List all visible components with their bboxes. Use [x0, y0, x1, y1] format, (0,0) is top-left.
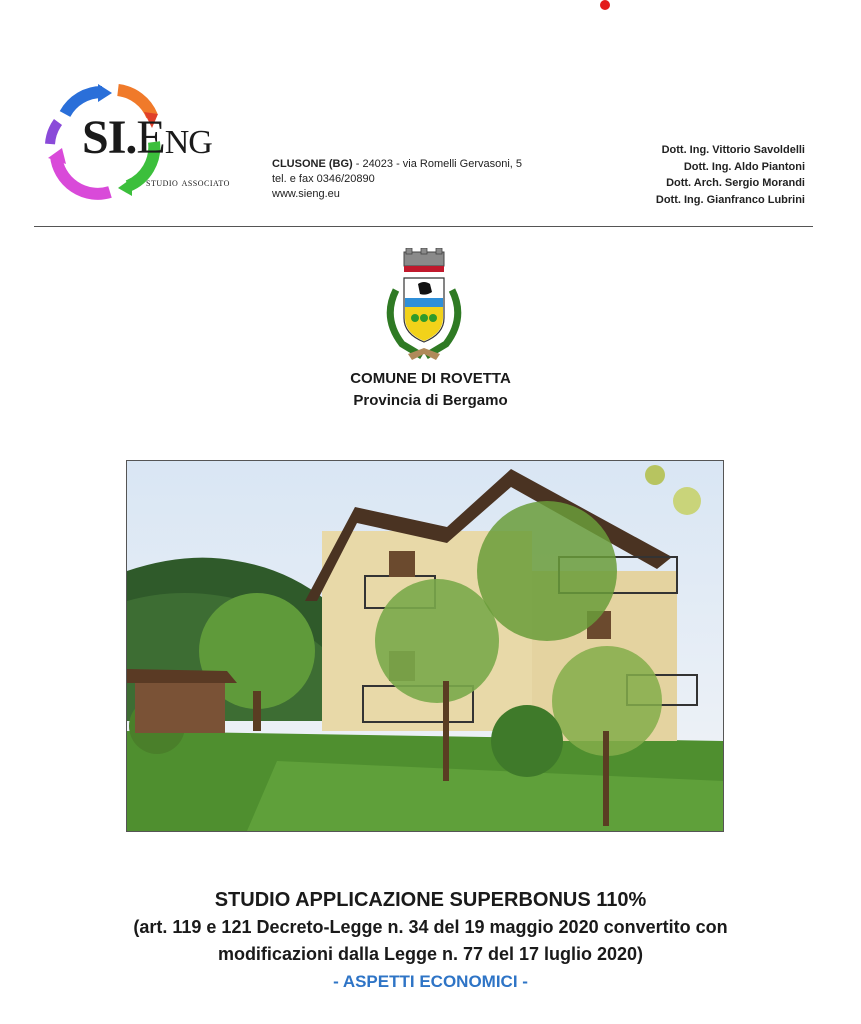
document-subtitle-line: modificazioni dalla Legge n. 77 del 17 luglio 2020): [217, 944, 644, 964]
address-city: CLUSONE (BG): [272, 158, 353, 170]
document-title-block: [0, 886, 861, 995]
document-title: STUDIO APPLICAZIONE SUPERBONUS 110%: [214, 889, 647, 911]
house-photo: [126, 460, 724, 832]
logo-subtitle: studio associato: [146, 177, 230, 189]
comune-province: Provincia di Bergamo: [353, 392, 508, 409]
header-divider: [34, 226, 813, 227]
address-phone: tel. e fax 0346/20890: [272, 173, 375, 185]
house-photo-icon: [127, 461, 723, 831]
partner-name: Dott. Ing. Gianfranco Lubrini: [655, 193, 805, 206]
logo-text: SI.Eng: [82, 111, 212, 164]
red-dot-mark: [600, 0, 610, 10]
comune-name: COMUNE DI ROVETTA: [350, 370, 511, 387]
comune-heading: [0, 368, 861, 412]
partner-name: Dott. Arch. Sergio Morandi: [666, 177, 805, 189]
partner-name: Dott. Ing. Aldo Piantoni: [683, 160, 805, 173]
partner-name: Dott. Ing. Vittorio Savoldelli: [661, 144, 805, 156]
address-street: - 24023 - via Romelli Gervasoni, 5: [352, 158, 523, 170]
studio-address: [272, 157, 522, 202]
document-section-label: - ASPETTI ECONOMICI -: [333, 972, 528, 991]
coat-of-arms-icon: [378, 248, 470, 364]
partners-list: [656, 142, 805, 208]
document-subtitle-line: (art. 119 e 121 Decreto-Legge n. 34 del 19 maggio 2020 convertito con: [133, 917, 728, 937]
address-web[interactable]: www.sieng.eu: [272, 188, 340, 200]
